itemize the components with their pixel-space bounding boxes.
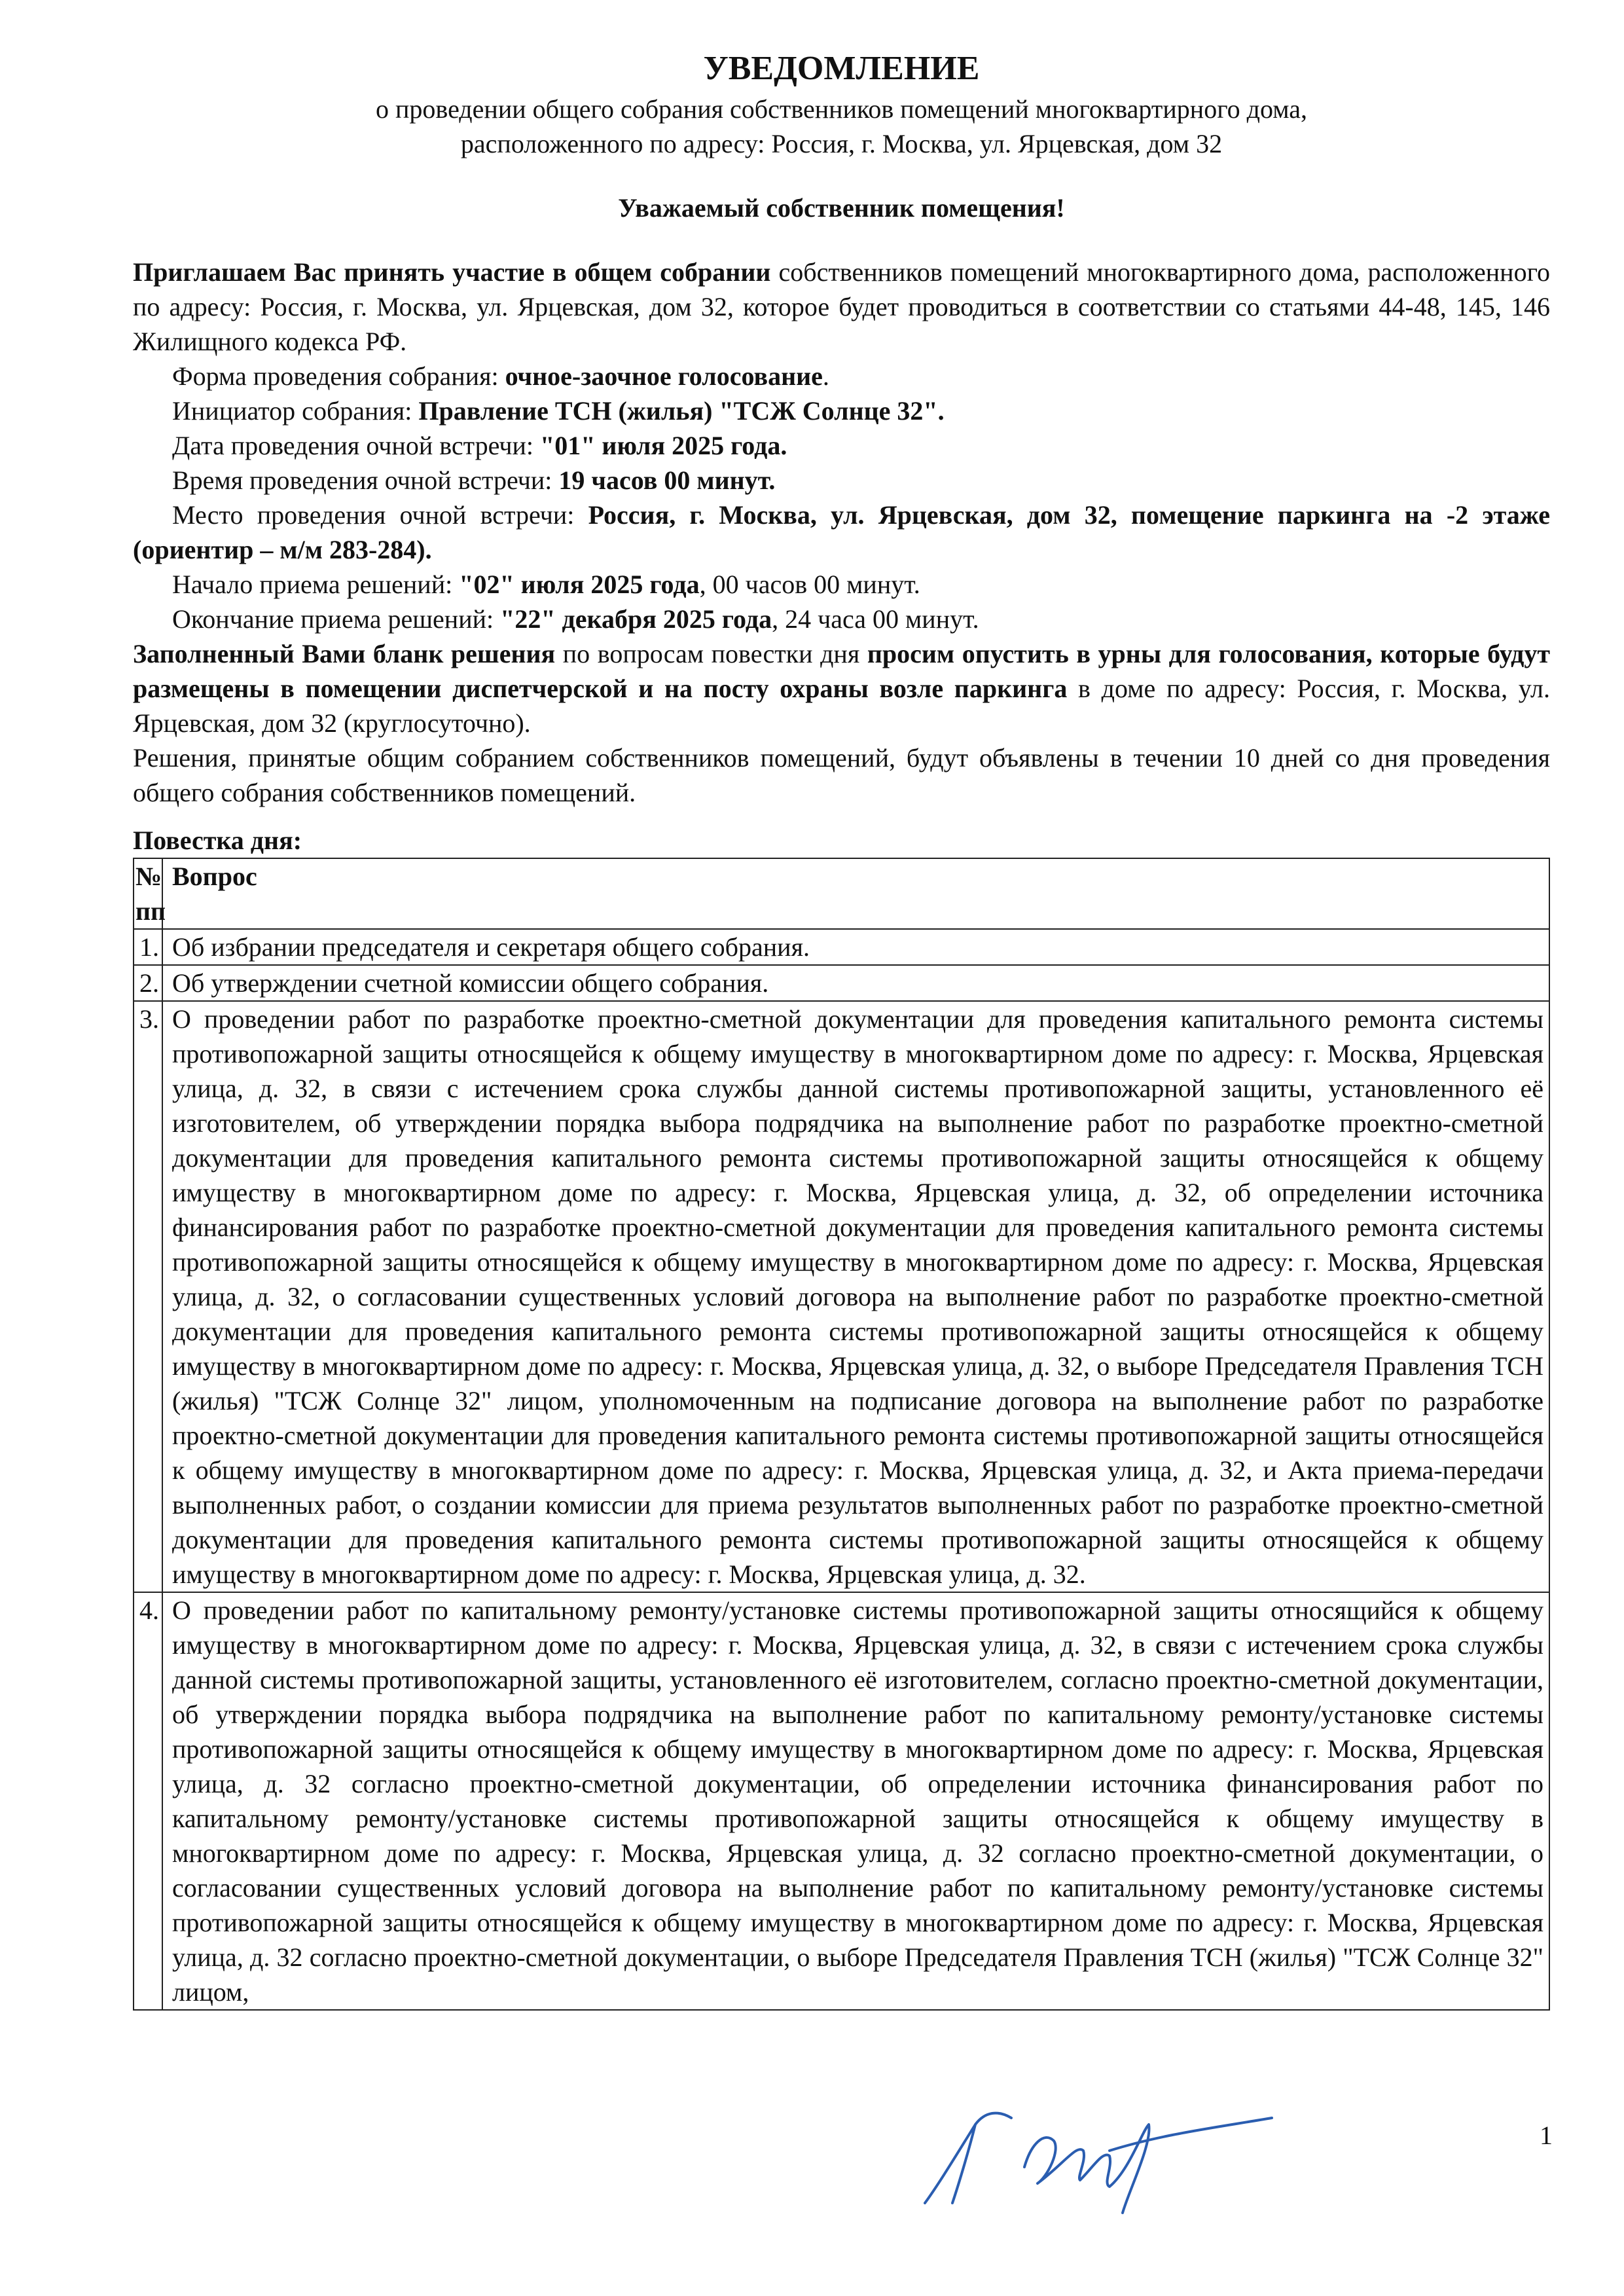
start-value: "02" июля 2025 года [459, 570, 700, 599]
agenda-col-num [134, 858, 166, 929]
time-value: 19 часов 00 минут. [558, 465, 776, 495]
agenda-header-row [134, 858, 1549, 929]
agenda-col-question-label: Вопрос [172, 862, 257, 891]
results-note: Решения, принятые общим собранием собственников помещений, будут объявлены в течении 10 дней со дня проведения общего собрания собственников помещений. [133, 743, 1550, 807]
place-value: Россия, г. Москва, ул. Ярцевская, дом 32, помещение паркинга на -2 этаже (ориентир – м/м 283-284). [133, 500, 1551, 564]
submission-text-2: в доме по адресу: Россия, г. Москва, ул. Ярцевская, дом 32 (круглосуточно). [133, 674, 1550, 738]
subtitle-line-1: о проведении общего собрания собственников помещений многоквартирного дома, [376, 94, 1307, 124]
time-label: Время проведения очной встречи: [172, 465, 559, 495]
subtitle-line-2: расположенного по адресу: Россия, г. Москва, ул. Ярцевская, дом 32 [460, 129, 1223, 158]
intro-bold: Приглашаем Вас принять участие в общем собрании [133, 257, 771, 287]
meeting-date [133, 428, 1550, 463]
end-rest: , 24 часа 00 минут. [772, 604, 979, 634]
date-value: "01" июля 2025 года. [540, 431, 787, 460]
meeting-form-value: очное-заочное голосование [505, 361, 823, 391]
start-rest: , 00 часов 00 минут. [699, 570, 920, 599]
start-label: Начало приема решений: [172, 570, 460, 599]
signature-stroke [925, 2113, 1272, 2213]
intro-paragraph [133, 255, 1550, 359]
agenda-question: Об избрании председателя и секретаря общего собрания. [162, 929, 1549, 965]
signature [913, 2105, 1280, 2216]
decisions-start [133, 567, 1550, 602]
meeting-form-label: Форма проведения собрания: [172, 361, 505, 391]
agenda-num: 4. [134, 1592, 162, 2010]
initiator-value: Правление ТСН (жилья) "ТСЖ Солнце 32". [418, 396, 945, 426]
agenda-question: Об утверждении счетной комиссии общего собрания. [162, 965, 1549, 1001]
date-label: Дата проведения очной встречи: [172, 431, 540, 460]
meeting-form-end: . [822, 361, 829, 391]
meeting-time [133, 463, 1550, 498]
agenda-col-question [162, 858, 1549, 929]
agenda-num: 3. [134, 1001, 162, 1592]
greeting: Уважаемый собственник помещения! [618, 193, 1065, 223]
agenda-heading: Повестка дня: [133, 826, 302, 855]
agenda-row [134, 1001, 1549, 1592]
submission-bold-2: просим опустить в урны для голосования, которые будут размещены в помещении диспетчерской и на посту охраны возле паркинга [133, 639, 1550, 703]
agenda-question: О проведении работ по капитальному ремонту/установке системы противопожарной защиты относящийся к общему имуществу в многоквартирном доме по адресу: г. Москва, Ярцевская улица, д. 32, в связи с истечением срока службы данной системы противопожарной защиты, установленного её изготовителем, согласно проектно-сметной документации, об утверждении порядка выбора подрядчика на выполнение работ по капитальному ремонту/установке системы противопожарной защиты относящейся к общему имуществу в многоквартирном доме по адресу: г. Москва, Ярцевская улица, д. 32 согласно проектно-сметной документации, об определении источника финансирования работ по капитальному ремонту/установке системы противопожарной защиты относящейся к общему имуществу в многоквартирном доме по адресу: г. Москва, Ярцевская улица, д. 32 согласно проектно-сметной документации, о согласовании существенных условий договора на выполнение работ по капитальному ремонту/установке системы противопожарной защиты относящейся к общему имуществу в многоквартирном доме по адресу: г. Москва, Ярцевская улица, д. 32 согласно проектно-сметной документации, о выборе Председателя Правления ТСН (жилья) "ТСЖ Солнце 32" лицом, [162, 1592, 1549, 2010]
document-page [133, 46, 1550, 2011]
end-value: "22" декабря 2025 года [500, 604, 772, 634]
meeting-place [133, 498, 1550, 567]
submission-bold-1: Заполненный Вами бланк решения [133, 639, 556, 668]
initiator-label: Инициатор собрания: [172, 396, 419, 426]
agenda-row [134, 965, 1549, 1001]
agenda-row [134, 929, 1549, 965]
meeting-initiator [133, 393, 1550, 428]
intro-text: собственников помещений многоквартирного дома, расположенного по адресу: Россия, г. Москва, ул. Ярцевская, дом 32, которое будет проводиться в соответствии со статьями 44-48, 145, 146 Жилищного кодекса РФ. [133, 257, 1550, 356]
agenda-col-num-label: № пп [135, 862, 166, 926]
submission-text-1: по вопросам повестки дня [555, 639, 867, 668]
agenda-num: 1. [134, 929, 162, 965]
page-number: 1 [1540, 2121, 1553, 2150]
agenda-row [134, 1592, 1549, 2010]
meeting-form [133, 359, 1550, 393]
submission-paragraph [133, 636, 1550, 740]
document-title: УВЕДОМЛЕНИЕ [703, 50, 980, 87]
decisions-end [133, 602, 1550, 636]
agenda-num: 2. [134, 965, 162, 1001]
agenda-question: О проведении работ по разработке проектно-сметной документации для проведения капитального ремонта системы противопожарной защиты относящейся к общему имуществу в многоквартирном доме по адресу: г. Москва, Ярцевская улица, д. 32, в связи с истечением срока службы данной системы противопожарной защиты, установленного её изготовителем, об утверждении порядка выбора подрядчика на выполнение работ по разработке проектно-сметной документации для проведения капитального ремонта системы противопожарной защиты относящейся к общему имуществу в многоквартирном доме по адресу: г. Москва, Ярцевская улица, д. 32, об определении источника финансирования работ по разработке проектно-сметной документации для проведения капитального ремонта системы противопожарной защиты относящейся к общему имуществу в многоквартирном доме по адресу: г. Москва, Ярцевская улица, д. 32, о согласовании существенных условий договора на выполнение работ по разработке проектно-сметной документации для проведения капитального ремонта системы противопожарной защиты относящейся к общему имуществу в многоквартирном доме по адресу: г. Москва, Ярцевская улица, д. 32, о выборе Председателя Правления ТСН (жилья) "ТСЖ Солнце 32" лицом, уполномоченным на подписание договора на выполнение работ по разработке проектно-сметной документации для проведения капитального ремонта системы противопожарной защиты относящейся к общему имуществу в многоквартирном доме по адресу: г. Москва, Ярцевская улица, д. 32, и Акта приема-передачи выполненных работ, о создании комиссии для приема результатов выполненных работ по разработке проектно-сметной документации для проведения капитального ремонта системы противопожарной защиты относящейся к общему имуществу в многоквартирном доме по адресу: г. Москва, Ярцевская улица, д. 32. [162, 1001, 1549, 1592]
place-label: Место проведения очной встречи: [172, 500, 588, 530]
end-label: Окончание приема решений: [172, 604, 501, 634]
agenda-table [133, 858, 1550, 2011]
